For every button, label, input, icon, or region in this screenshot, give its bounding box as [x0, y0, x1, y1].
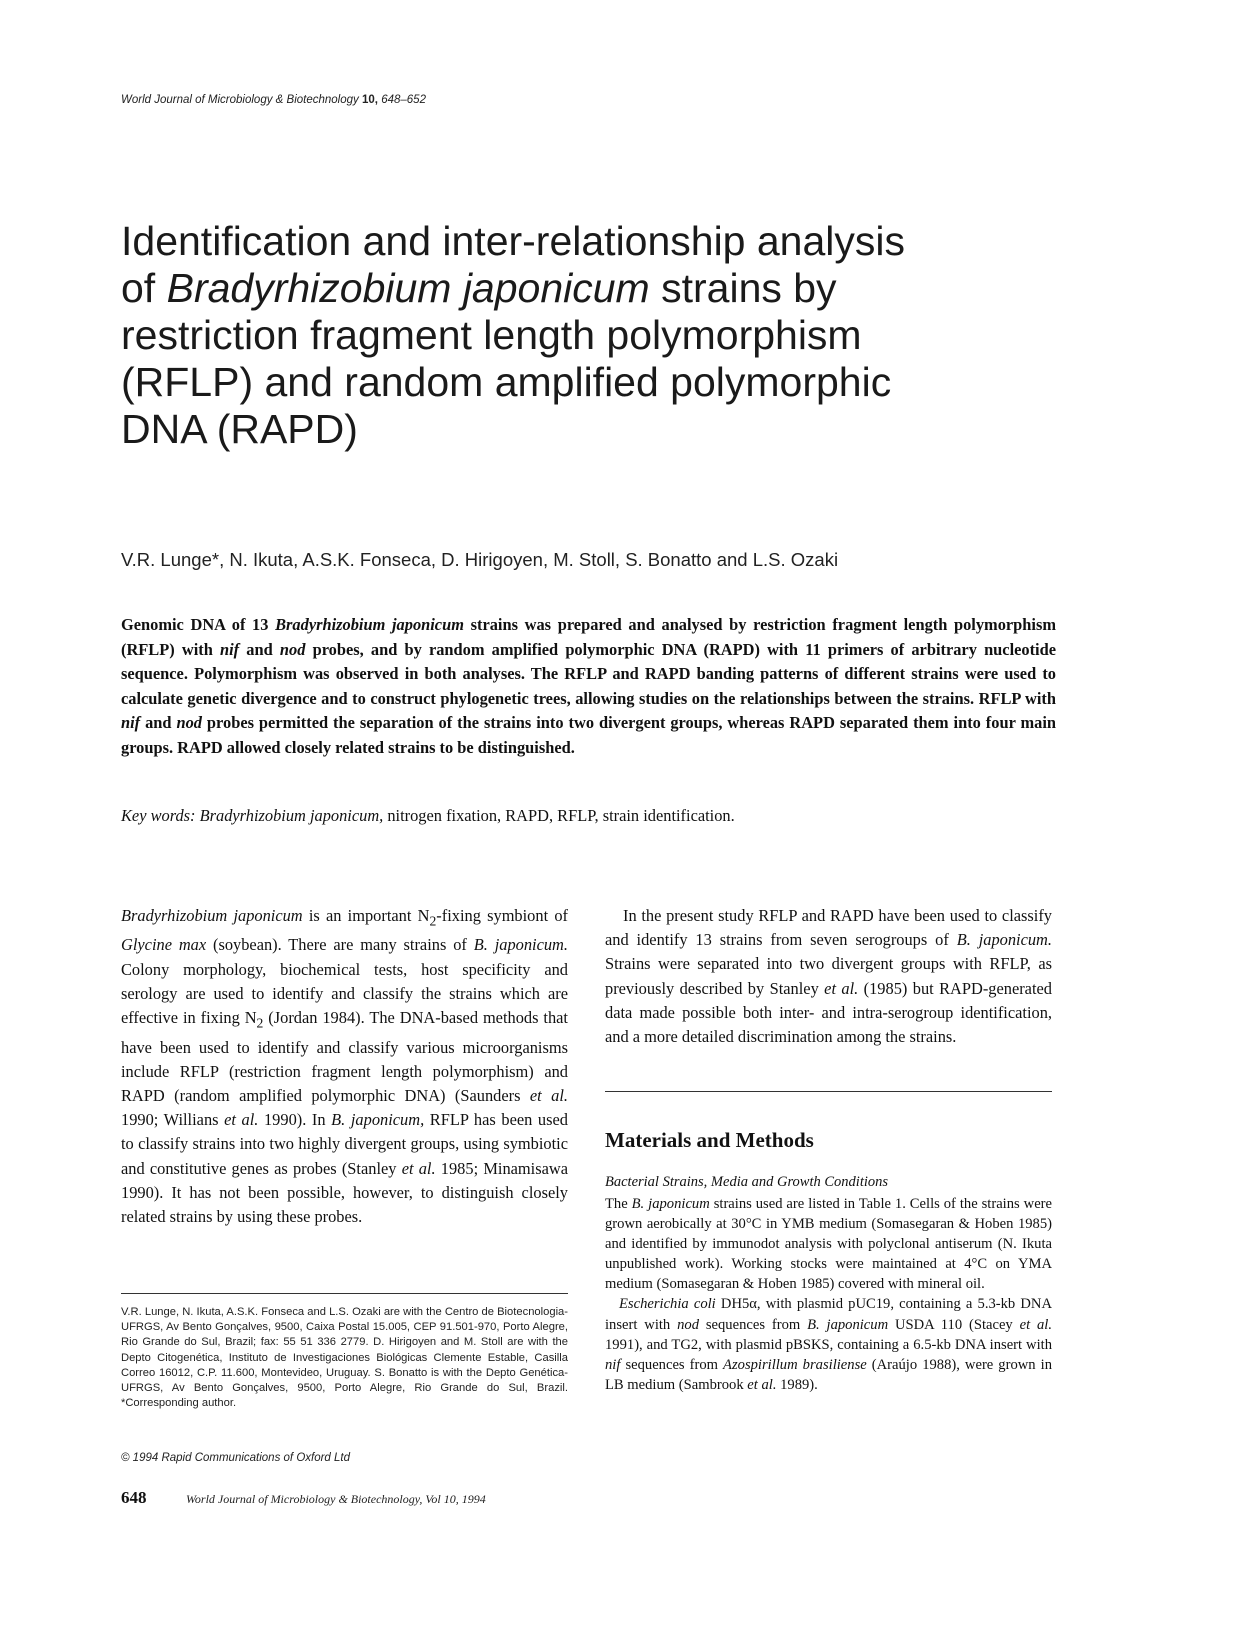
section-divider: [605, 1091, 1052, 1092]
methods-paragraph-1: [605, 1194, 1052, 1294]
abstract-text: probes permitted the separation of the strains into two divergent groups, whereas RAPD separated them into four main groups. RAPD allowed closely related strains to be distinguished.: [121, 713, 1057, 757]
overview-italic: B. japonicum.: [956, 930, 1052, 950]
methods-body: [605, 1194, 1052, 1395]
intro-text: -fixing symbiont of: [436, 906, 568, 925]
abstract-text: and: [239, 639, 280, 659]
methods-text: strains used are listed in Table 1. Cells of the strains were grown aerobically at 30°C in YMB medium (Somasegaran & Hoben 1985) and identified by immunodot analysis with polyclonal antiserum (N. Ikuta unpublished work). Working stocks were maintained at 4°C on YMA medium (Somasegaran & Hoben 1985) covered with mineral oil.: [605, 1196, 1053, 1293]
abstract-text: and: [140, 713, 177, 732]
abstract-italic: nif: [121, 713, 141, 732]
methods-text: sequences from: [620, 1356, 724, 1373]
overview-text: Strains were separated into two divergent groups with RFLP, as previously described by Stanley: [605, 954, 1052, 998]
intro-italic: Glycine max: [121, 935, 207, 955]
page-number: 648: [121, 1488, 147, 1507]
methods-paragraph-2: [605, 1294, 1052, 1394]
intro-italic: et al.: [401, 1158, 436, 1178]
abstract-text: probes, and by random amplified polymorphic DNA (RAPD) with 11 primers of arbitrary nucleotide sequence. Polymorphism was observed in both analyses. The RFLP and RAPD banding patterns of different strains were used to calculate genetic divergence and to construct phylogenetic trees, allowing studies on the relationships between the strains. RFLP with: [121, 639, 1056, 708]
methods-text: (Araújo 1988), were grown in LB medium (Sambrook: [605, 1356, 1052, 1393]
abstract-text: strains was prepared and analysed by restriction fragment length polymorphism (RFLP) with: [121, 615, 1057, 659]
journal-volume: 10,: [362, 94, 378, 106]
introduction-paragraph: [121, 904, 568, 1229]
author-affiliations: V.R. Lunge, N. Ikuta, A.S.K. Fonseca and L.S. Ozaki are with the Centro de Biotecnologia-UFRGS, Av Bento Gonçalves, 9500, Caixa Postal 15.005, CEP 91.501-970, Porto Alegre, Rio Grande do Sul, Brazil; fax: 55 51 336 2779. D. Hirigoyen and M. Stoll are with the Depto Citogenética, Instituto de Investigaciones Biológicas Clemente Estable, Casilla Correo 16012, C.P. 11.600, Montevideo, Uruguay. S. Bonatto is with the Depto Genética-UFRGS, Av Bento Gonçalves, 9500, Porto Alegre, Rio Grande do Sul, Brazil. *Corresponding author.: [121, 1306, 568, 1410]
intro-text: 1990; Willians: [121, 1110, 225, 1130]
keywords-label: Key words:: [121, 806, 196, 825]
subscript: 2: [256, 1015, 264, 1031]
overview-italic: et al.: [824, 978, 859, 998]
intro-text: is an important N: [302, 906, 430, 925]
footer-journal: World Journal of Microbiology & Biotechnology, Vol 10, 1994: [186, 1492, 486, 1506]
methods-text: DH5α, with plasmid pUC19, containing a 5.3-kb DNA insert with: [605, 1296, 1052, 1333]
methods-text: 1989).: [776, 1376, 818, 1393]
intro-text: RFLP has been used to classify strains into two highly divergent groups, using symbiotic and constitutive genes as probes (Stanley: [121, 1110, 568, 1178]
methods-italic: Escherichia coli: [619, 1296, 716, 1313]
running-header: [121, 94, 426, 106]
intro-text: Colony morphology, biochemical tests, host specificity and serology are used to identify and classify the strains which are effective in fixing N: [121, 959, 568, 1028]
title-text: strains by: [649, 265, 837, 311]
intro-italic: B. japonicum,: [331, 1110, 425, 1130]
section-heading-methods: Materials and Methods: [605, 1128, 814, 1152]
footnote-divider: [121, 1293, 568, 1294]
methods-italic: B. japonicum: [807, 1316, 889, 1333]
subsection-heading: Bacterial Strains, Media and Growth Conditions: [605, 1174, 889, 1190]
abstract-italic: nod: [279, 639, 306, 659]
overview-text: (1985) but RAPD-generated data made possible both inter- and intra-serogroup identification, and a more detailed discrimination among the strains.: [605, 978, 1052, 1047]
title-line-5: DNA (RAPD): [121, 406, 358, 452]
methods-text: The: [605, 1196, 632, 1212]
intro-italic: et al.: [224, 1110, 259, 1130]
intro-text: 1985; Minamisawa 1990). It has not been possible, however, to distinguish closely related strains by using these probes.: [121, 1158, 568, 1226]
intro-text: (Jordan 1984). The DNA-based methods that have been used to identify and classify various microorganisms include RFLP (restriction fragment length polymorphism) and RAPD (random amplified polymorphic DNA) (Saunders: [121, 1008, 568, 1105]
methods-text: USDA 110 (Stacey: [888, 1316, 1020, 1333]
abstract-italic: Bradyrhizobium japonicum: [275, 615, 464, 634]
keywords-list: nitrogen fixation, RAPD, RFLP, strain identification.: [383, 806, 735, 825]
methods-text: sequences from: [698, 1316, 808, 1333]
abstract-italic: nif: [220, 639, 240, 659]
intro-italic: B. japonicum.: [473, 935, 568, 955]
article-title: [121, 218, 1121, 453]
title-line-4: (RFLP) and random amplified polymorphic: [121, 359, 892, 405]
author-list: V.R. Lunge*, N. Ikuta, A.S.K. Fonseca, D. Hirigoyen, M. Stoll, S. Bonatto and L.S. Ozaki: [121, 549, 839, 570]
overview-text: In the present study RFLP and RAPD have been used to classify and identify 13 strains from seven serogroups of: [605, 906, 1052, 950]
methods-italic: nif: [605, 1356, 621, 1373]
title-line-2: [121, 265, 1121, 312]
intro-italic: Bradyrhizobium japonicum: [121, 906, 303, 925]
methods-text: 1991), and TG2, with plasmid pBSKS, containing a 6.5-kb DNA insert with: [605, 1336, 1052, 1353]
keywords: [121, 806, 735, 826]
intro-italic: et al.: [529, 1085, 568, 1105]
abstract: [121, 613, 1056, 760]
copyright-notice: © 1994 Rapid Communications of Oxford Ltd: [121, 1452, 351, 1464]
title-line-3: restriction fragment length polymorphism: [121, 312, 862, 358]
title-species-name: Bradyrhizobium japonicum: [166, 265, 650, 311]
methods-italic: Azospirillum brasiliense: [723, 1356, 867, 1373]
abstract-italic: nod: [176, 713, 202, 732]
study-overview-paragraph: [605, 904, 1052, 1049]
methods-italic: et al.: [1019, 1316, 1052, 1333]
journal-pages: 648–652: [381, 94, 426, 106]
methods-italic: nod: [677, 1316, 699, 1333]
keywords-species: Bradyrhizobium japonicum,: [195, 806, 384, 825]
intro-text: (soybean). There are many strains of: [206, 935, 474, 955]
methods-italic: et al.: [747, 1376, 777, 1393]
title-text: of: [121, 265, 167, 311]
journal-name: World Journal of Microbiology & Biotechnology: [121, 94, 359, 106]
methods-italic: B. japonicum: [631, 1196, 710, 1212]
abstract-text: Genomic DNA of 13: [121, 615, 276, 634]
subscript: 2: [429, 913, 437, 929]
intro-text: 1990). In: [258, 1110, 332, 1130]
title-line-1: Identification and inter-relationship analysis: [121, 218, 906, 264]
